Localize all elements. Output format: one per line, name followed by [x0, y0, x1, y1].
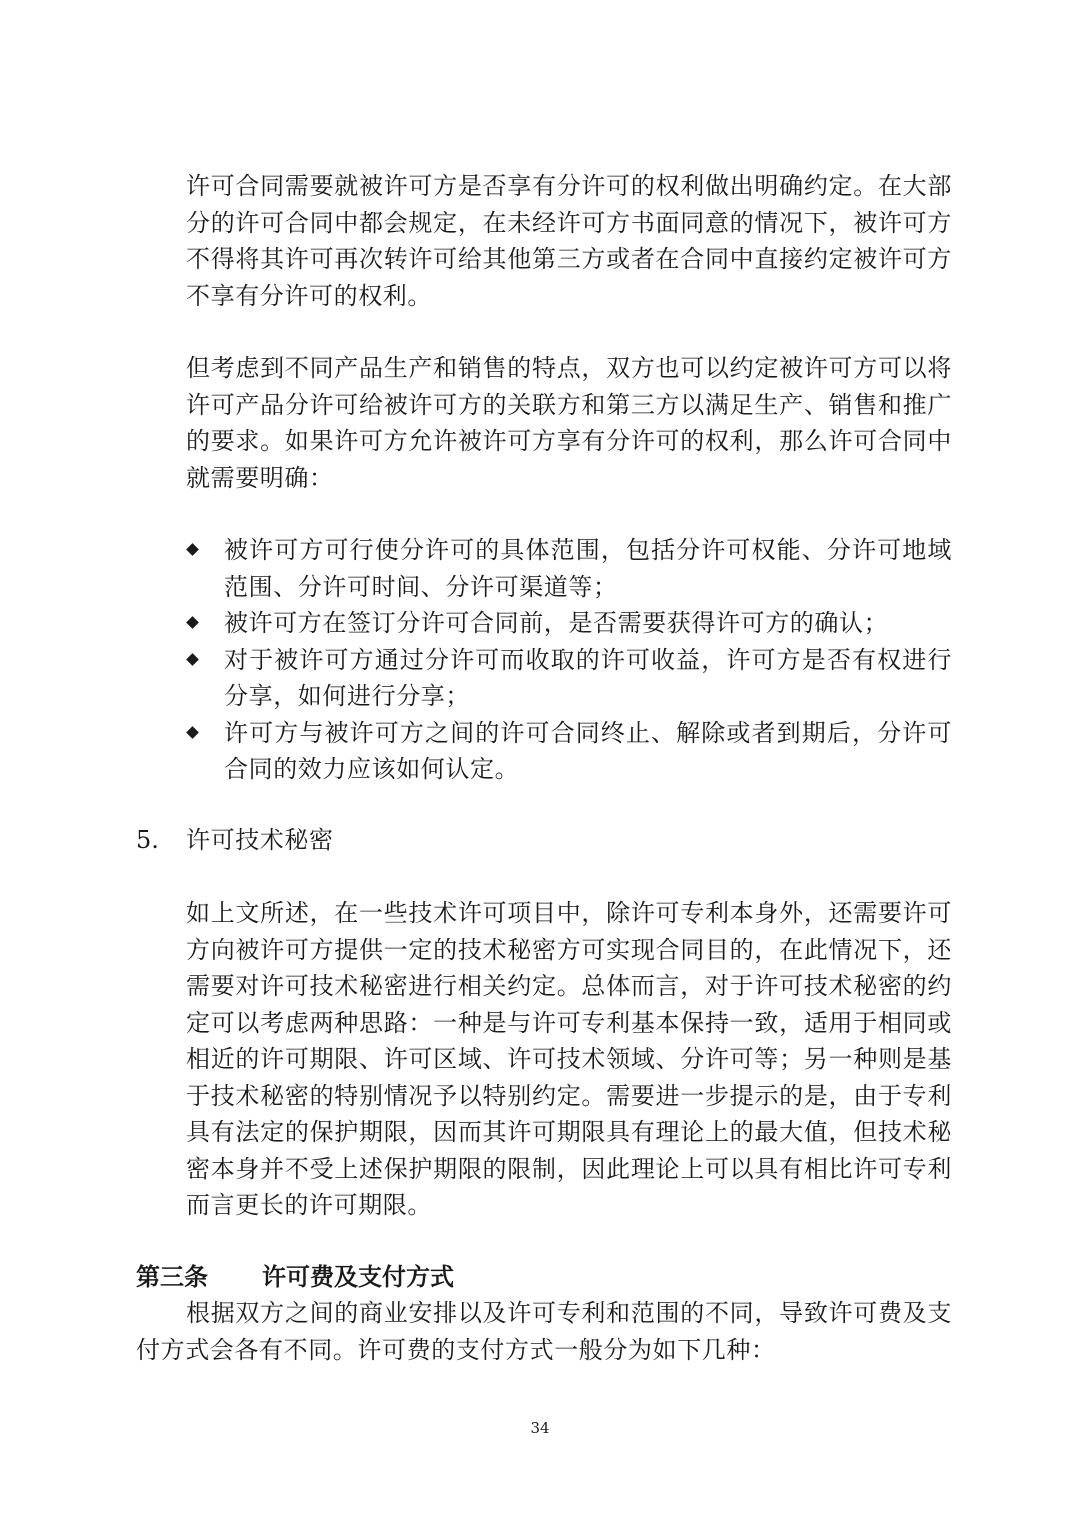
- list-item-text: 被许可方在签订分许可合同前，是否需要获得许可方的确认；: [224, 609, 889, 637]
- list-item-text: 对于被许可方通过分许可而收取的许可收益，许可方是否有权进行分享，如何进行分享；: [224, 645, 952, 710]
- article-label: 第三条: [136, 1263, 208, 1291]
- list-item-text: 被许可方可行使分许可的具体范围，包括分许可权能、分许可地域范围、分许可时间、分许可渠道等；: [224, 536, 952, 601]
- sublicense-requirements-list: [186, 532, 952, 788]
- paragraph-sublicense-rule: 许可合同需要就被许可方是否享有分许可的权利做出明确约定。在大部分的许可合同中都会规定，在未经许可方书面同意的情况下，被许可方不得将其许可再次转许可给其他第三方或者在合同中直接约定被许可方不享有分许可的权利。: [186, 172, 952, 310]
- paragraph-technical-secrets: 如上文所述，在一些技术许可项目中，除许可专利本身外，还需要许可方向被许可方提供一定的技术秘密方可实现合同目的，在此情况下，还需要对许可技术秘密进行相关约定。总体而言，对于许可技术秘密的约定可以考虑两种思路：一种是与许可专利基本保持一致，适用于相同或相近的许可期限、许可区域、许可技术领域、分许可等；另一种则是基于技术秘密的特别情况予以特别约定。需要进一步提示的是，由于专利具有法定的保护期限，因而其许可期限具有理论上的最大值，但技术秘密本身并不受上述保护期限的限制，因此理论上可以具有相比许可专利而言更长的许可期限。: [186, 899, 952, 1219]
- list-item: [186, 532, 952, 605]
- paragraph-license-fee: 根据双方之间的商业安排以及许可专利和范围的不同，导致许可费及支付方式会各有不同。许可费的支付方式一般分为如下几种：: [136, 1299, 952, 1364]
- section-title: 许可技术秘密: [186, 826, 334, 854]
- diamond-bullet-icon: [186, 653, 199, 666]
- list-item: [186, 715, 952, 788]
- page-number: 34: [530, 1419, 550, 1437]
- diamond-bullet-icon: [186, 543, 199, 556]
- article-title: 许可费及支付方式: [262, 1263, 454, 1291]
- list-item: [186, 642, 952, 715]
- list-item-text: 许可方与被许可方之间的许可合同终止、解除或者到期后，分许可合同的效力应该如何认定。: [224, 718, 952, 783]
- section-number: 5.: [136, 826, 159, 854]
- diamond-bullet-icon: [186, 726, 199, 739]
- diamond-bullet-icon: [186, 616, 199, 629]
- paragraph-sublicense-consideration: 但考虑到不同产品生产和销售的特点，双方也可以约定被许可方可以将许可产品分许可给被许可方的关联方和第三方以满足生产、销售和推广的要求。如果许可方允许被许可方享有分许可的权利，那么许可合同中就需要明确：: [186, 354, 952, 492]
- list-item: [186, 605, 952, 642]
